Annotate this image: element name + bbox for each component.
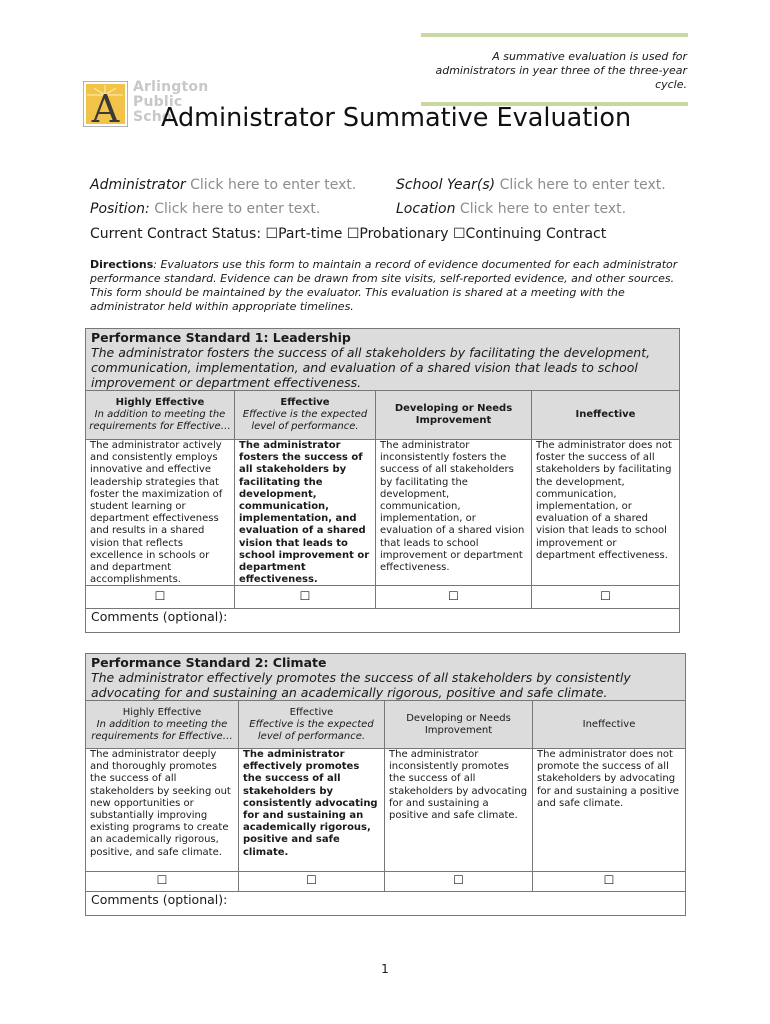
s1-comments-label: Comments (optional): [91, 609, 228, 624]
standard-1-title: Performance Standard 1: Leadership [91, 330, 351, 345]
continuing-contract-label: Continuing Contract [465, 226, 607, 242]
school-year-label: School Year(s) [396, 177, 496, 193]
standard-2-description: The administrator effectively promotes the success of all stakeholders by consistently advocating for and sustaining an academically rigorous, positive and safe climate. [91, 670, 631, 700]
standard-2-title: Performance Standard 2: Climate [91, 655, 327, 670]
school-year-input[interactable]: Click here to enter text. [499, 177, 666, 193]
s2-desc-ineffective: The administrator does not promote the success of all stakeholders by advocating for and sustaining a positive and safe climate. [537, 749, 680, 809]
s2-developing-checkbox[interactable]: ☐ [385, 871, 533, 891]
s2-col-ineffective: Ineffective [582, 718, 636, 730]
contract-status-label: Current Contract Status: [90, 226, 262, 242]
location-input[interactable]: Click here to enter text. [459, 201, 627, 217]
s2-col-highly-effective: Highly Effective In addition to meeting the requirements for Effective… [86, 701, 239, 748]
s1-desc-developing: The administrator inconsistently fosters the success of all stakeholders by facilitating the development, communication, implementation, or evaluation of a shared vision that leads to school improvement or department effectiveness. [376, 439, 532, 585]
s1-col-developing: Developing or Needs Improvement [376, 391, 532, 439]
administrator-input[interactable]: Click here to enter text. [190, 177, 357, 193]
probationary-checkbox[interactable]: ☐ [346, 226, 360, 242]
arlington-logo-icon [83, 81, 128, 127]
document-title: Administrator Summative Evaluation [161, 103, 632, 133]
standard-1-table [85, 328, 680, 633]
directions-label: Directions [90, 258, 154, 271]
logo-text-line-3: Scho [133, 109, 172, 125]
standard-2-descriptors [86, 748, 685, 872]
svg-text:A: A [91, 87, 120, 127]
logo-text-line-2: Public [133, 94, 183, 110]
standard-1-descriptors [86, 439, 679, 586]
contract-status-field [90, 226, 606, 242]
standard-1-column-headers [86, 391, 679, 440]
s1-desc-highly-effective: The administrator actively and consistently employs innovative and effective leadership strategies that foster the maximization of student learning or department effectiveness and results in a shared vision that reflects excellence in schools or and department accomplishments. [86, 439, 235, 585]
location-label: Location [396, 201, 456, 217]
standard-1-rating-row [86, 585, 679, 609]
standard-2-table [85, 653, 686, 916]
directions [90, 258, 680, 314]
standard-1-description: The administrator fosters the success of all stakeholders by facilitating the development, communication, implementation, and evaluation of a shared vision that leads to school improvement or department effectiveness. [91, 345, 651, 390]
s1-col-ineffective: Ineffective [575, 409, 636, 420]
position-label: Position: [90, 201, 150, 217]
s1-highly-effective-checkbox[interactable]: ☐ [86, 585, 235, 608]
directions-text: : Evaluators use this form to maintain a record of evidence documented for each administrator performance standard. Evidence can be drawn from site visits, self-reported evidence, and other sources. This form should be maintained by the evaluator. This evaluation is shared at a meeting with the administrator held within appropriate timelines. [90, 258, 678, 313]
standard-2-rating-row [86, 871, 685, 892]
part-time-label: Part-time [278, 226, 343, 242]
position-field [90, 201, 320, 217]
s1-comments-field[interactable] [86, 607, 679, 632]
s1-col-highly-effective: Highly Effective In addition to meeting the requirements for Effective… [86, 391, 235, 439]
standard-2-column-headers [86, 701, 685, 749]
administrator-label: Administrator [90, 177, 186, 193]
school-year-field [396, 177, 666, 193]
s2-desc-developing: The administrator inconsistently promotes the success of all stakeholders by advocating for and sustaining a positive and safe climate. [385, 748, 533, 871]
s1-desc-effective: The administrator fosters the success of all stakeholders by facilitating the development, communication, implementation, and evaluation of a shared vision that leads to school improvement or department effectiveness. [235, 439, 376, 585]
s1-ineffective-checkbox[interactable]: ☐ [600, 589, 611, 603]
logo-text-line-1: Arlington [133, 79, 209, 95]
s1-col-effective: Effective Effective is the expected level of performance. [235, 391, 376, 439]
standard-2-header [86, 654, 685, 701]
s2-comments-label: Comments (optional): [91, 892, 228, 907]
position-input[interactable]: Click here to enter text. [154, 201, 321, 217]
s1-developing-checkbox[interactable]: ☐ [376, 585, 532, 608]
s2-highly-effective-checkbox[interactable]: ☐ [86, 871, 239, 891]
s2-effective-checkbox[interactable]: ☐ [239, 871, 385, 891]
s1-desc-ineffective: The administrator does not foster the success of all stakeholders by facilitating the development, communication, implementation, or evaluation of a shared vision that leads to school improvement or department effectiveness. [536, 440, 672, 561]
part-time-checkbox[interactable]: ☐ [265, 226, 279, 242]
standard-1-header [86, 329, 679, 391]
s2-col-effective: Effective Effective is the expected level of performance. [239, 701, 385, 748]
s2-comments-field[interactable] [86, 890, 685, 915]
header-top-rule [421, 33, 688, 37]
s2-desc-effective: The administrator effectively promotes the success of all stakeholders by consistently advocating for and sustaining an academically rigorous, positive and safe climate. [239, 748, 385, 871]
page-number: 1 [381, 962, 389, 976]
s1-effective-checkbox[interactable]: ☐ [235, 585, 376, 608]
s2-desc-highly-effective: The administrator deeply and thoroughly promotes the success of all stakeholders by seeking out new opportunities or substantially improving existing programs to create an academically rigorous, positive, and safe climate. [86, 748, 239, 871]
administrator-field [90, 177, 356, 193]
probationary-label: Probationary [359, 226, 449, 242]
s2-ineffective-checkbox[interactable]: ☐ [603, 873, 615, 887]
cycle-note: A summative evaluation is used for administrators in year three of the three-year cycle. [435, 50, 687, 91]
s2-col-developing: Developing or Needs Improvement [385, 701, 533, 748]
location-field [396, 201, 626, 217]
continuing-contract-checkbox[interactable]: ☐ [452, 226, 466, 242]
